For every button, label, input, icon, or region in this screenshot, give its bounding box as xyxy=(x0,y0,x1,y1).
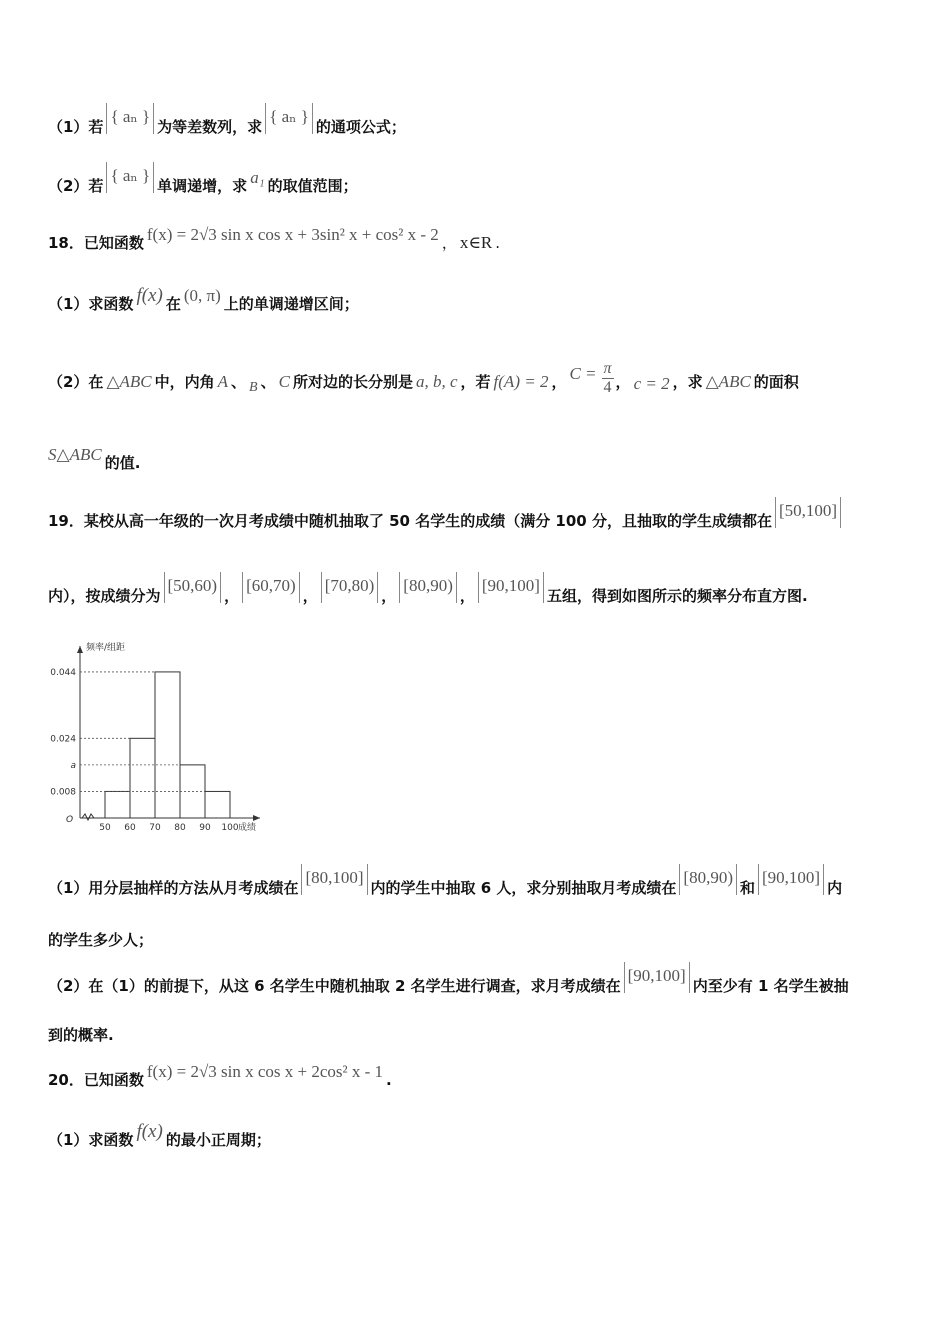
q18-label: 18．已知函数 xyxy=(48,234,144,252)
range-60-70: [60,70) xyxy=(242,572,300,603)
y-tick-label: 0.008 xyxy=(50,787,76,798)
q20-function: f(x) = 2√3 sin x cos x + 2cos² x - 1 xyxy=(146,1062,384,1081)
q18-3-text: 的值. xyxy=(104,454,141,472)
q18-1-label: （1）求函数 xyxy=(48,295,134,313)
q17-2-text: 单调递增，求 xyxy=(157,177,248,195)
q18-2-text3: ，若 xyxy=(460,373,491,391)
x-tick-label: 90 xyxy=(199,823,211,833)
histogram-svg xyxy=(40,638,290,838)
angle-a: A xyxy=(217,372,229,391)
q18-function: f(x) = 2√3 sin x cos x + 3sin² x + cos² x - 2 xyxy=(146,225,439,244)
function-fx: f(x) xyxy=(136,285,163,306)
q19-5-text2: 内至少有 1 名学生被抽 xyxy=(692,977,849,995)
x-axis-label: 成绩 xyxy=(238,823,257,833)
q18-2-text6: ，求 xyxy=(672,373,703,391)
pi-over-4 xyxy=(602,360,614,397)
q19-3-text2: 内的学生中抽取 6 人，求分别抽取月考成绩在 xyxy=(370,879,677,897)
sequence-an: { aₙ } xyxy=(106,162,154,193)
q20-part1 xyxy=(48,1121,271,1151)
q18-part1 xyxy=(48,285,359,315)
function-fx: f(x) xyxy=(136,1121,163,1142)
q19-2-text2: 五组，得到如图所示的频率分布直方图. xyxy=(546,587,808,605)
f-of-a: f(A) = 2 xyxy=(493,372,549,391)
sequence-an: { aₙ } xyxy=(265,103,313,134)
term-a1: a₁ xyxy=(250,168,265,187)
q17-1-label: （1）若 xyxy=(48,118,104,136)
side-c: c = 2 xyxy=(633,374,670,393)
range-50-60: [50,60) xyxy=(164,572,222,603)
y-tick-label: 0.044 xyxy=(50,667,76,678)
y-tick-label: 0.024 xyxy=(50,734,76,745)
histogram-bar xyxy=(105,791,130,818)
q18-2-label: （2）在 xyxy=(48,373,104,391)
x-tick-label: 80 xyxy=(174,823,186,833)
q20-1-label: （1）求函数 xyxy=(48,1131,134,1149)
q19-6-text: 到的概率. xyxy=(48,1026,114,1044)
frequency-histogram xyxy=(40,638,290,838)
histogram-bar xyxy=(205,791,230,818)
angle-b: B xyxy=(249,380,258,395)
range-80-90: [80,90) xyxy=(399,572,457,603)
q17-1-text2: 的通项公式； xyxy=(315,118,406,136)
q19-1-text: 19．某校从高一年级的一次月考成绩中随机抽取了 50 名学生的成绩（满分 100 分，且抽取的学生成绩都在 xyxy=(48,512,772,530)
q20-stem xyxy=(48,1062,392,1090)
angle-c: C xyxy=(278,372,290,391)
range-80-100: [80,100] xyxy=(301,864,367,895)
sequence-an: { aₙ } xyxy=(106,103,154,134)
histogram-bar xyxy=(155,672,180,818)
range-80-90: [80,90) xyxy=(679,864,737,895)
origin-label: O xyxy=(66,815,74,825)
q20-1-text: 的最小正周期； xyxy=(165,1131,271,1149)
q18-area xyxy=(48,445,141,473)
interval-0-pi: (0, π) xyxy=(183,286,221,305)
q19-3-text: （1）用分层抽样的方法从月考成绩在 xyxy=(48,879,299,897)
triangle-abc: △ABC xyxy=(106,372,152,391)
q19-part2-cont xyxy=(48,1024,114,1045)
area-symbol: S△ABC xyxy=(48,445,102,464)
q18-stem xyxy=(48,225,501,253)
q20-label: 20．已知函数 xyxy=(48,1071,144,1089)
range-90-100: [90,100] xyxy=(624,962,690,993)
q19-2-text: 内），按成绩分为 xyxy=(48,587,161,605)
y-axis-arrow xyxy=(77,646,83,653)
range-90-100: [90,100] xyxy=(758,864,824,895)
range-50-100: [50,100] xyxy=(775,497,841,528)
q19-4-text: 的学生多少人； xyxy=(48,931,154,949)
q18-part2 xyxy=(48,360,799,401)
x-tick-label: 100 xyxy=(221,823,239,833)
q19-part1-cont xyxy=(48,929,153,950)
q18-1-text: 在 xyxy=(165,295,181,313)
q17-2-text2: 的取值范围； xyxy=(267,177,358,195)
q18-2-text: 中，内角 xyxy=(154,373,215,391)
q19-3-text3: 和 xyxy=(740,879,756,897)
y-tick-label: a xyxy=(70,760,76,771)
q19-part1 xyxy=(48,868,843,898)
q18-end: . xyxy=(495,234,501,252)
histogram-bar xyxy=(130,738,155,818)
q18-1-text2: 上的单调递增区间； xyxy=(223,295,359,313)
c-equals: C = xyxy=(569,364,597,383)
q17-part1 xyxy=(48,107,406,137)
range-90-100: [90,100] xyxy=(478,572,544,603)
q17-2-label: （2）若 xyxy=(48,177,104,195)
separator: ， xyxy=(224,587,240,605)
separator: 、 xyxy=(231,373,247,391)
x-tick-label: 60 xyxy=(124,823,136,833)
x-tick-label: 70 xyxy=(149,823,161,833)
separator: ， xyxy=(302,587,318,605)
axis-break-mark xyxy=(82,814,98,820)
frac-denominator: 4 xyxy=(603,379,612,396)
separator: ， xyxy=(551,373,567,391)
q17-1-text: 为等差数列，求 xyxy=(157,118,263,136)
q17-part2 xyxy=(48,166,358,196)
q19-part2 xyxy=(48,966,849,996)
separator: ， xyxy=(381,587,397,605)
separator: 、 xyxy=(260,373,276,391)
frac-numerator: π xyxy=(603,360,612,377)
q18-2-text2: 所对边的长分别是 xyxy=(292,373,413,391)
q18-sep: ， xyxy=(441,234,457,252)
range-70-80: [70,80) xyxy=(321,572,379,603)
q19-3-text4: 内 xyxy=(827,879,843,897)
y-axis-label: 频率/组距 xyxy=(86,643,126,653)
x-tick-label: 50 xyxy=(99,823,111,833)
x-axis-arrow xyxy=(253,815,260,821)
separator: ， xyxy=(615,373,631,391)
q19-stem xyxy=(48,501,844,531)
q19-5-text: （2）在（1）的前提下，从这 6 名学生中随机抽取 2 名学生进行调查，求月考成绩在 xyxy=(48,977,621,995)
q18-domain: x∈R xyxy=(459,233,493,252)
triangle-abc: △ABC xyxy=(705,372,751,391)
q18-2-text7: 的面积 xyxy=(753,373,799,391)
sides-abc: a, b, c xyxy=(415,372,458,391)
q19-groups xyxy=(48,576,808,606)
separator: ， xyxy=(459,587,475,605)
q20-end: . xyxy=(386,1071,392,1089)
